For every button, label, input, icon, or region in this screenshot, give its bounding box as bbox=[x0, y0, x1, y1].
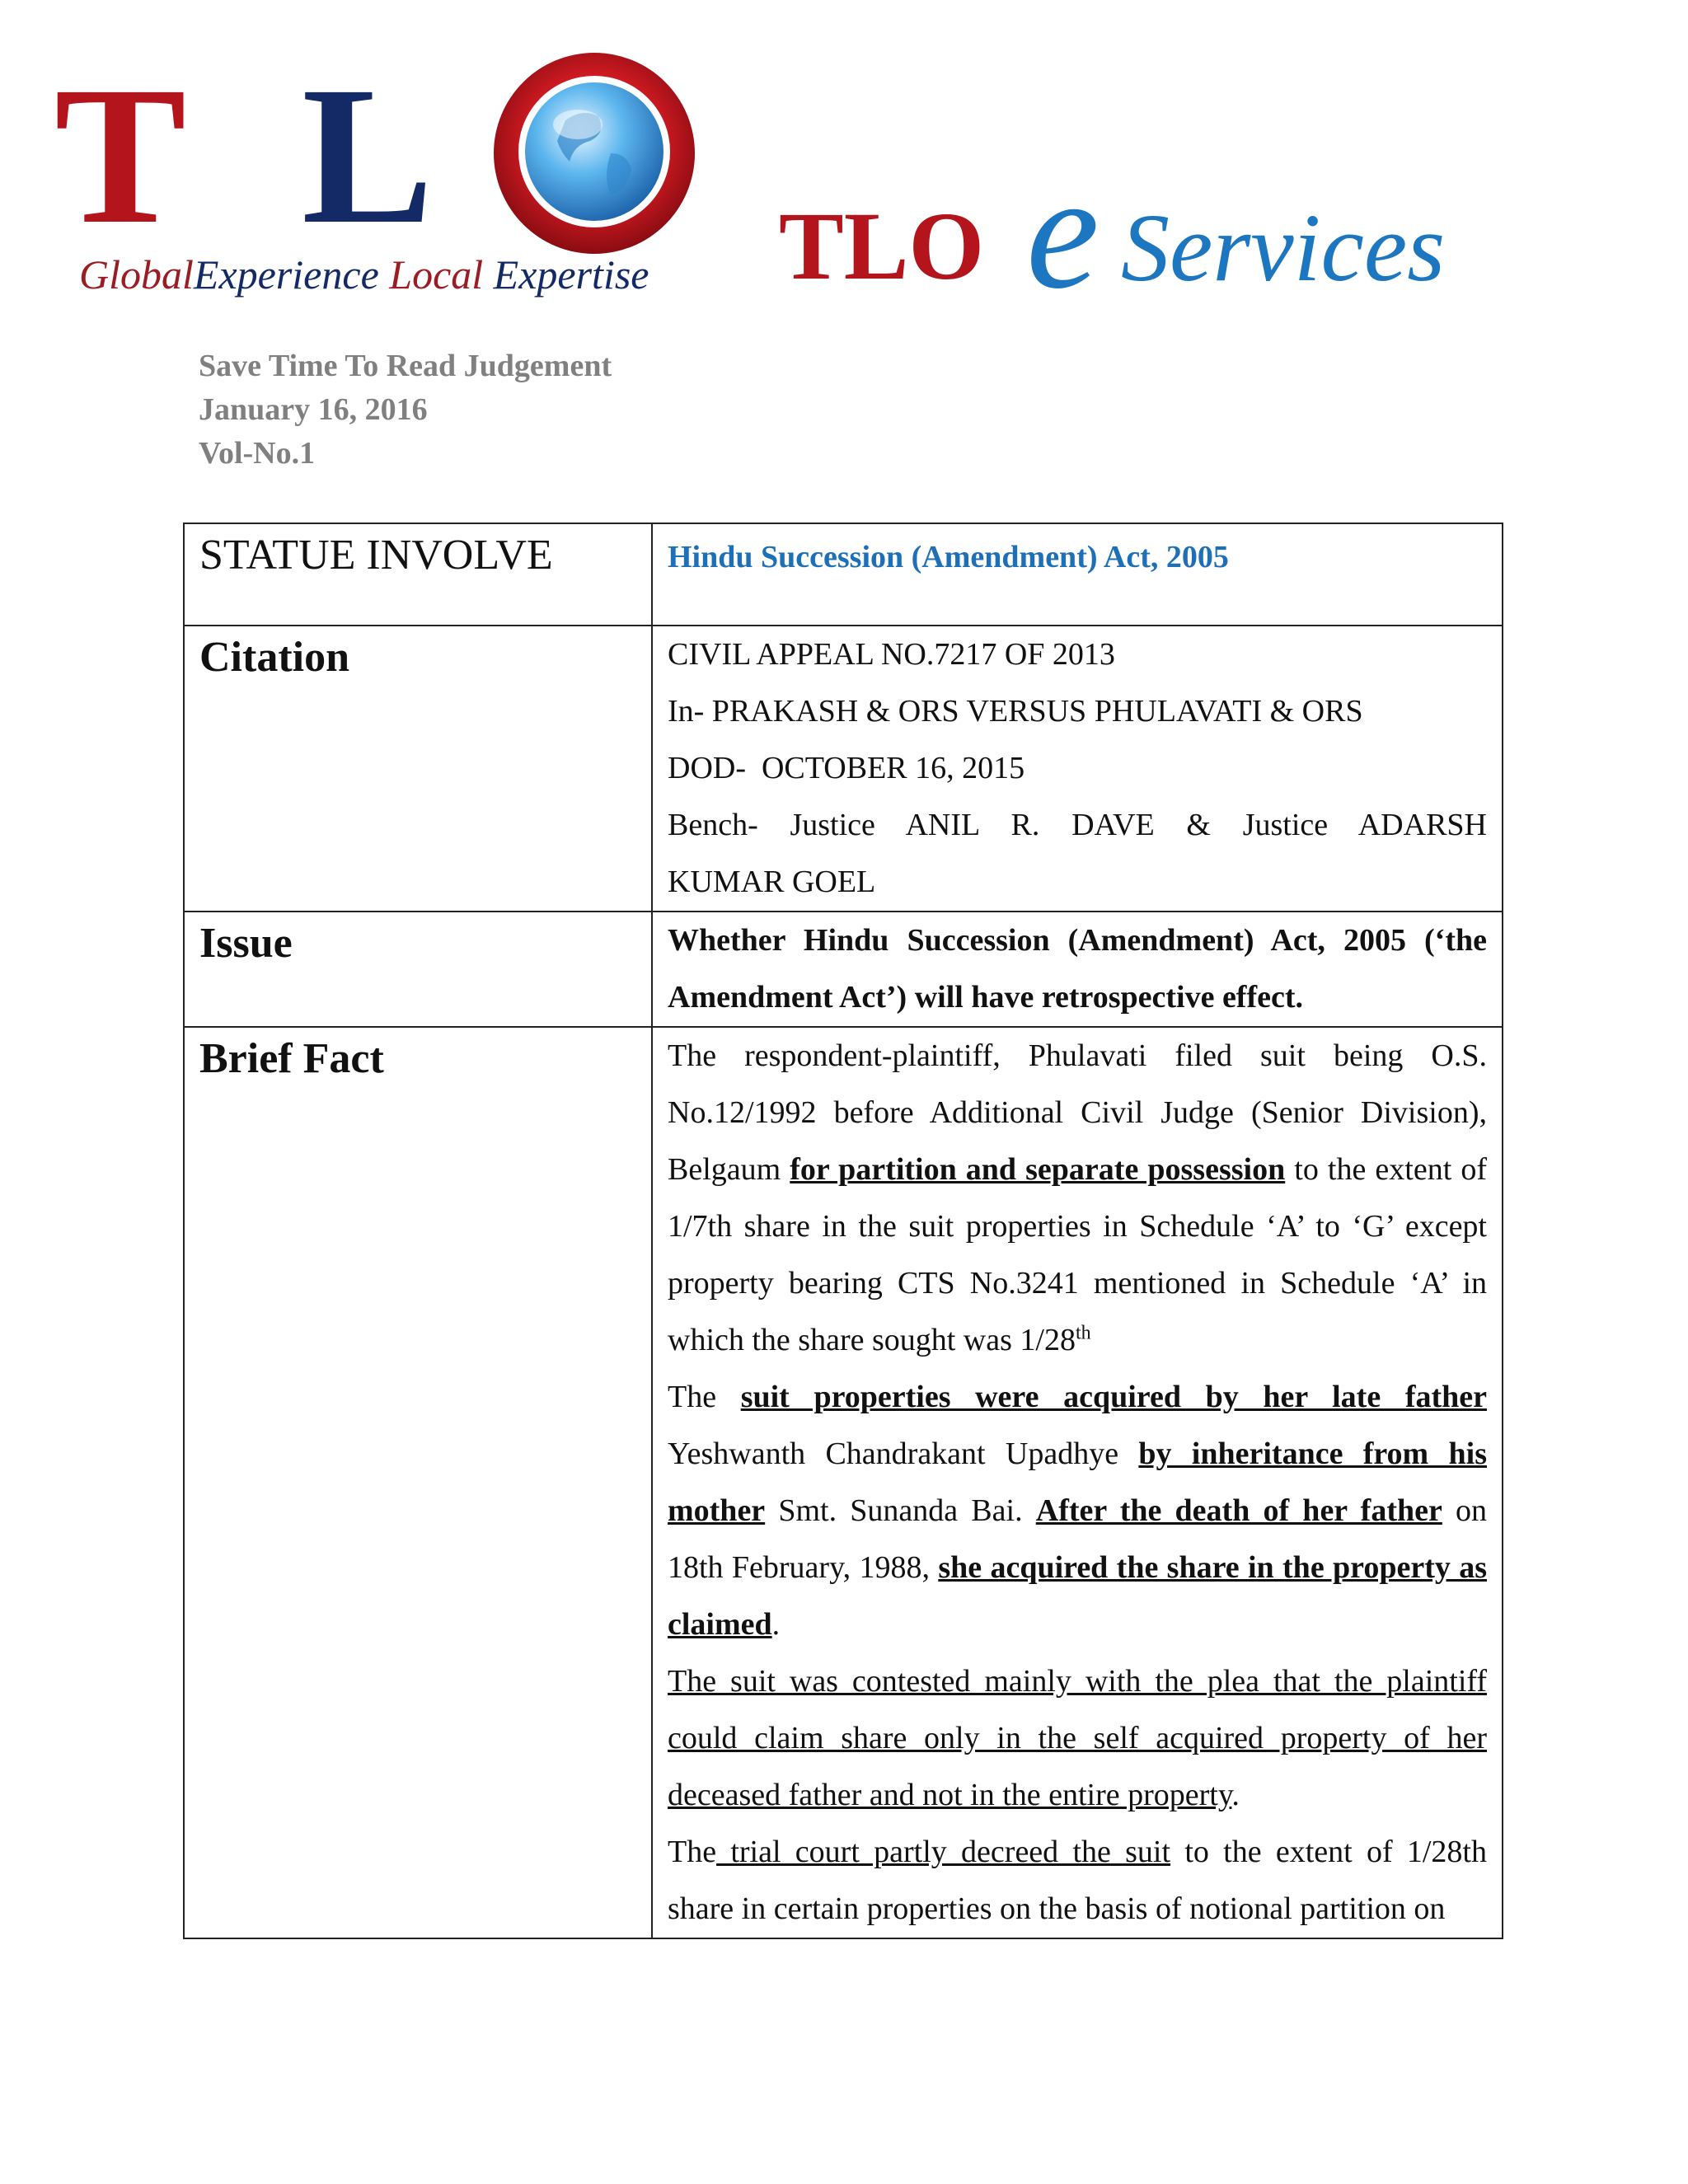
table-row-brief-fact bbox=[184, 1027, 1503, 1938]
tagline-word: Local bbox=[389, 251, 484, 298]
text-run: on 18th February, 1988, bbox=[668, 1493, 1488, 1585]
tagline-word: Global bbox=[79, 251, 194, 298]
text-run: Smt. Sunanda Bai. bbox=[765, 1493, 1036, 1528]
issue-value: Whether Hindu Succession (Amendment) Act, 2005 (‘the Amendment Act’) will have retrospective effect. bbox=[652, 912, 1503, 1027]
text-run: to the extent of 1/7th share in the suit properties in Schedule ‘A’ to ‘G’ except property bearing CTS No.3241 mentioned in Schedule ‘A’ in which the share sought was 1/28 bbox=[668, 1152, 1487, 1357]
eservices-services: Services bbox=[1121, 194, 1446, 302]
meta-tagline: Save Time To Read Judgement bbox=[199, 349, 612, 383]
text-run: to the extent of 1/28th share in certain properties on the basis of notional partition on bbox=[668, 1835, 1487, 1926]
table-row-issue bbox=[184, 912, 1503, 1027]
text-run: Yeshwanth Chandrakant Upadhye bbox=[668, 1436, 1139, 1471]
globe-icon bbox=[487, 46, 701, 260]
text-run: . bbox=[1231, 1778, 1240, 1812]
text-run: . bbox=[771, 1607, 781, 1642]
statute-label: STATUE INVOLVE bbox=[184, 523, 652, 626]
citation-label: Citation bbox=[184, 626, 652, 912]
brief-fact-paragraph bbox=[668, 1653, 1487, 1824]
tagline-word: Experience bbox=[193, 251, 379, 298]
text-run: trial court partly decreed the suit bbox=[716, 1835, 1171, 1869]
citation-bench-cont: KUMAR GOEL bbox=[668, 865, 876, 899]
brief-fact-label: Brief Fact bbox=[184, 1027, 652, 1938]
tagline-word: Expertise bbox=[493, 251, 649, 298]
brief-fact-paragraph bbox=[668, 1369, 1487, 1653]
meta-volume: Vol-No.1 bbox=[199, 436, 316, 471]
text-run: The bbox=[668, 1835, 717, 1869]
text-run: The bbox=[668, 1380, 741, 1414]
logo-letter-t: T bbox=[54, 45, 184, 265]
eservices-tlo: TLO bbox=[779, 192, 985, 300]
text-run: The suit was contested mainly with the plea that the plaintiff could claim share only in the self acquired property of her deceased father and not in the entire property bbox=[668, 1664, 1487, 1812]
text-run: After the death of her father bbox=[1035, 1493, 1442, 1528]
tlo-logo bbox=[54, 46, 706, 310]
citation-dod: DOD- OCTOBER 16, 2015 bbox=[668, 751, 1025, 785]
case-summary-table bbox=[183, 523, 1503, 1939]
table-row-citation bbox=[184, 626, 1503, 912]
brief-fact-paragraph bbox=[668, 1028, 1487, 1369]
logo-tagline bbox=[79, 251, 649, 298]
text-run: by inheritance from his mother bbox=[668, 1436, 1487, 1528]
brief-fact-paragraph bbox=[668, 1824, 1487, 1938]
brief-fact-value bbox=[652, 1027, 1503, 1938]
text-run: she acquired the share in the property as claimed bbox=[668, 1550, 1488, 1642]
citation-value bbox=[652, 626, 1503, 912]
text-run: suit properties were acquired by her late father bbox=[740, 1380, 1487, 1414]
text-run: for partition and separate possession bbox=[790, 1152, 1286, 1187]
table-row-statute bbox=[184, 523, 1503, 626]
eservices-e: e bbox=[1026, 141, 1100, 323]
logo-letter-l: L bbox=[302, 45, 434, 265]
meta-date: January 16, 2016 bbox=[199, 392, 428, 427]
issue-label: Issue bbox=[184, 912, 652, 1027]
citation-appeal: CIVIL APPEAL NO.7217 OF 2013 bbox=[668, 637, 1115, 672]
superscript: th bbox=[1075, 1322, 1091, 1344]
citation-parties: In- PRAKASH & ORS VERSUS PHULAVATI & ORS bbox=[668, 694, 1363, 729]
text-run: The respondent-plaintiff, Phulavati filed suit being O.S. No.12/1992 before Additional Civil Judge (Senior Division), Belgaum bbox=[668, 1038, 1487, 1187]
tlo-eservices-logo bbox=[779, 141, 1471, 323]
document-meta bbox=[199, 344, 612, 476]
citation-bench: Bench- Justice ANIL R. DAVE & Justice ADARSH bbox=[668, 808, 1487, 842]
statute-value: Hindu Succession (Amendment) Act, 2005 bbox=[652, 523, 1503, 626]
